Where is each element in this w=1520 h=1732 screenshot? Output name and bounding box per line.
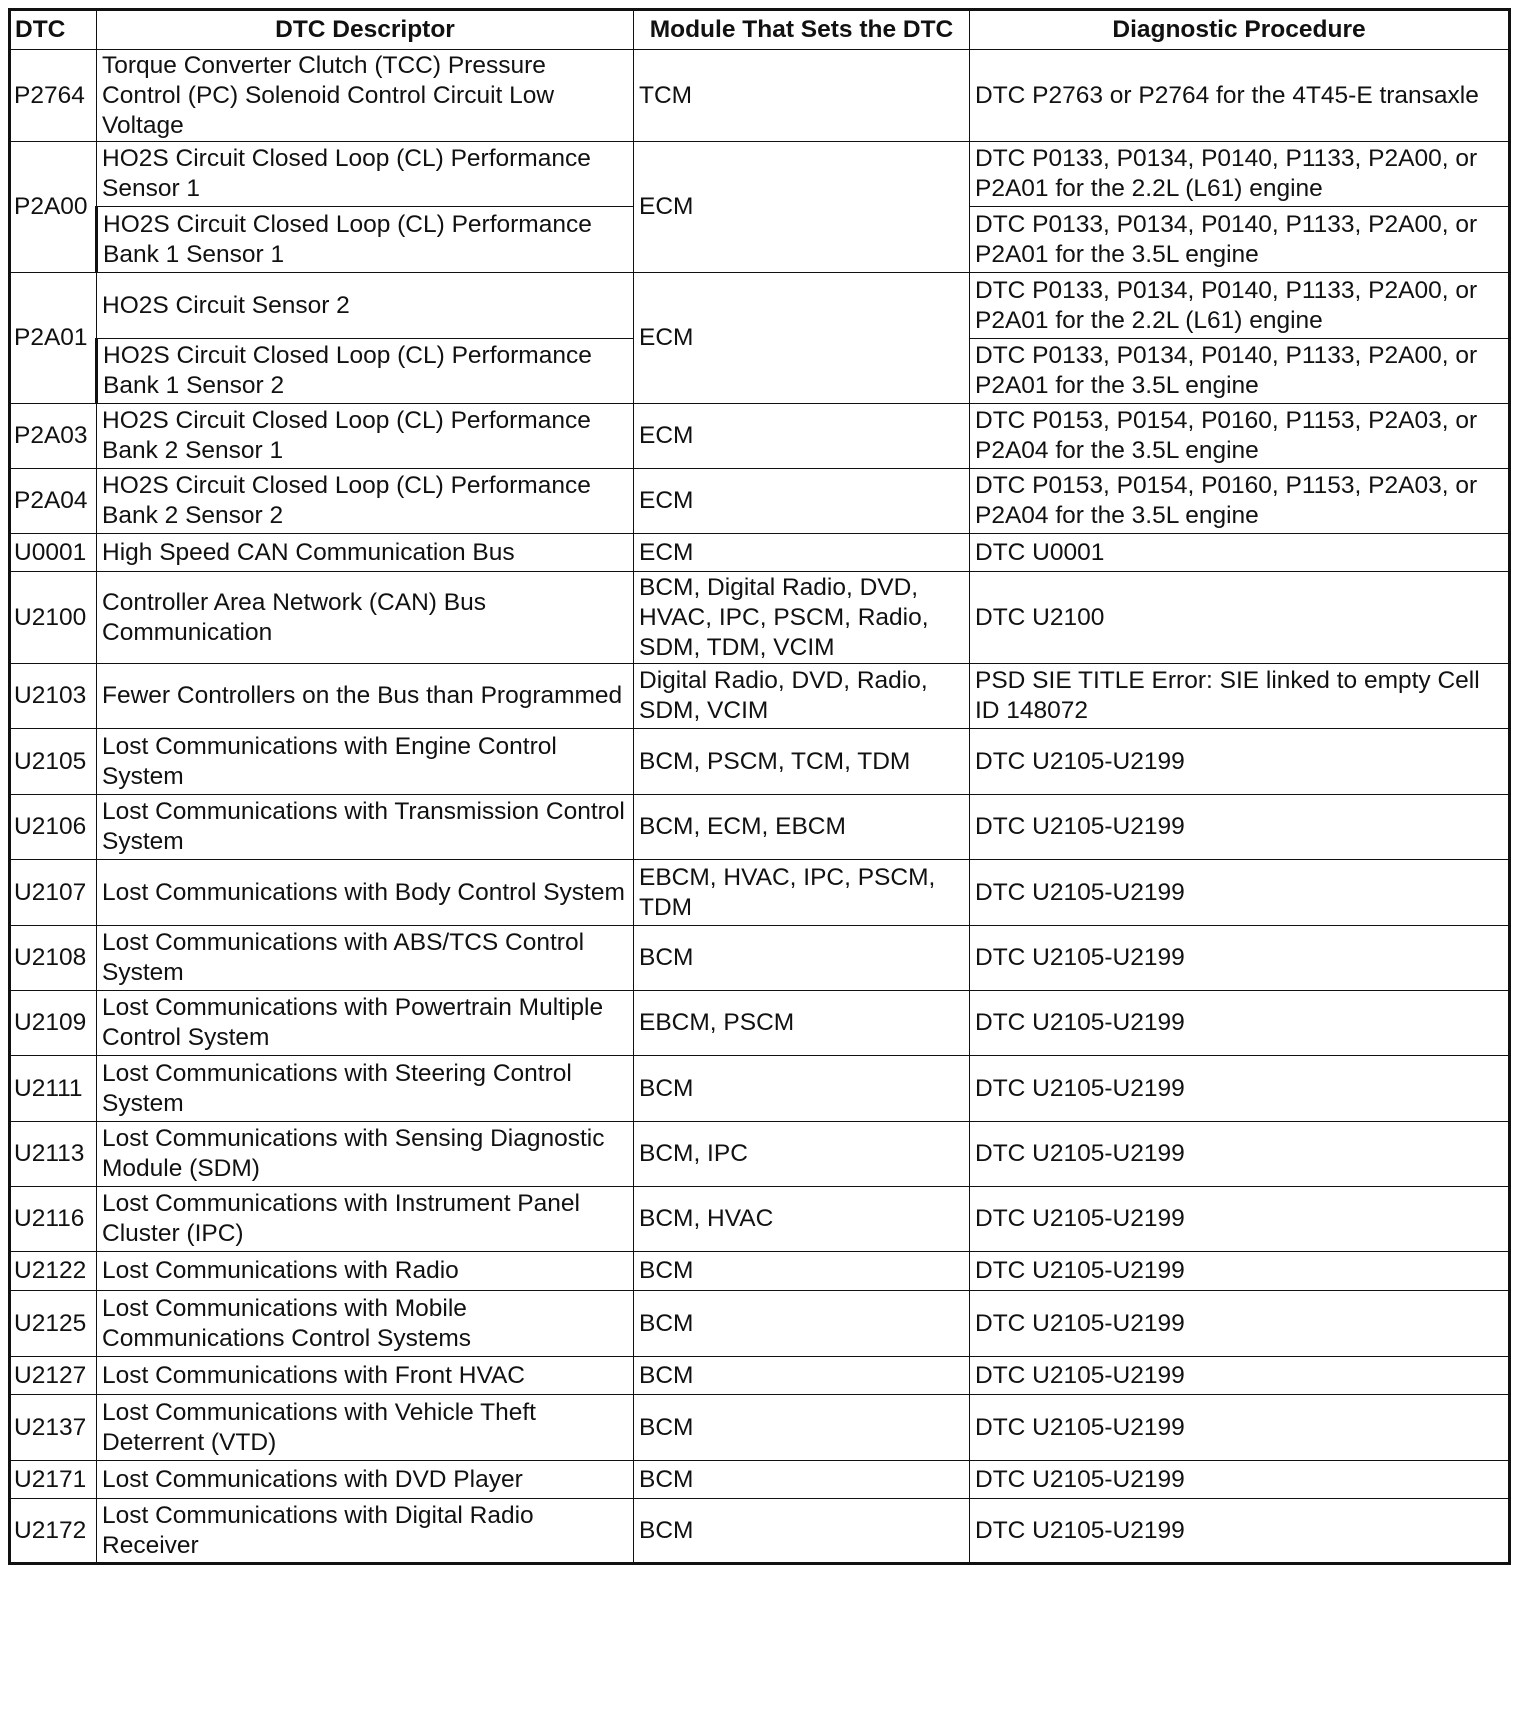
module-cell: TCM	[634, 50, 970, 142]
header-procedure: Diagnostic Procedure	[970, 10, 1510, 50]
dtc-code-cell: U2109	[10, 991, 97, 1056]
diagnostic-procedure-cell: DTC U2105-U2199	[970, 1461, 1510, 1499]
diagnostic-procedure-cell: DTC U2105-U2199	[970, 1122, 1510, 1187]
module-cell: BCM	[634, 1252, 970, 1291]
dtc-code-cell: U2105	[10, 729, 97, 795]
dtc-code-cell: U2172	[10, 1499, 97, 1564]
table-row	[10, 572, 1510, 664]
table-row	[10, 1056, 1510, 1122]
diagnostic-procedure-cell: DTC U2105-U2199	[970, 860, 1510, 926]
module-cell: BCM, PSCM, TCM, TDM	[634, 729, 970, 795]
diagnostic-procedure-cell: DTC U2105-U2199	[970, 795, 1510, 860]
module-cell: BCM	[634, 1395, 970, 1461]
diagnostic-procedure-cell: DTC U2105-U2199	[970, 1395, 1510, 1461]
dtc-code-cell: U2171	[10, 1461, 97, 1499]
module-cell: BCM	[634, 1461, 970, 1499]
dtc-code-cell: U2107	[10, 860, 97, 926]
module-cell: ECM	[634, 142, 970, 273]
diagnostic-procedure-cell: DTC P0153, P0154, P0160, P1153, P2A03, or P2A04 for the 3.5L engine	[970, 469, 1510, 534]
diagnostic-procedure-cell: PSD SIE TITLE Error: SIE linked to empty Cell ID 148072	[970, 664, 1510, 729]
dtc-descriptor-cell: Lost Communications with DVD Player	[97, 1461, 634, 1499]
dtc-code-cell: U2106	[10, 795, 97, 860]
diagnostic-procedure-cell: DTC P2763 or P2764 for the 4T45-E transaxle	[970, 50, 1510, 142]
dtc-code-cell: U2116	[10, 1187, 97, 1252]
dtc-descriptor-cell: Lost Communications with Radio	[97, 1252, 634, 1291]
table-row	[10, 991, 1510, 1056]
table-row	[10, 795, 1510, 860]
header-descriptor: DTC Descriptor	[97, 10, 634, 50]
module-cell: BCM, HVAC	[634, 1187, 970, 1252]
dtc-code-cell: P2A04	[10, 469, 97, 534]
diagnostic-procedure-cell: DTC U2100	[970, 572, 1510, 664]
table-row	[10, 1252, 1510, 1291]
dtc-descriptor-cell: High Speed CAN Communication Bus	[97, 534, 634, 572]
table-row	[10, 142, 1510, 207]
table-row	[10, 273, 1510, 339]
table-row	[10, 1357, 1510, 1395]
diagnostic-procedure-cell: DTC U2105-U2199	[970, 729, 1510, 795]
dtc-code-cell: P2A00	[10, 142, 97, 273]
dtc-descriptor-cell: HO2S Circuit Closed Loop (CL) Performance Bank 1 Sensor 2	[97, 339, 634, 404]
header-dtc: DTC	[10, 10, 97, 50]
dtc-descriptor-cell: Lost Communications with Sensing Diagnostic Module (SDM)	[97, 1122, 634, 1187]
dtc-code-cell: U2103	[10, 664, 97, 729]
diagnostic-procedure-cell: DTC U2105-U2199	[970, 1056, 1510, 1122]
dtc-code-cell: U2137	[10, 1395, 97, 1461]
dtc-table	[8, 8, 1511, 1565]
dtc-descriptor-cell: Lost Communications with Digital Radio Receiver	[97, 1499, 634, 1564]
dtc-descriptor-cell: HO2S Circuit Closed Loop (CL) Performance Bank 1 Sensor 1	[97, 207, 634, 273]
dtc-descriptor-cell: Torque Converter Clutch (TCC) Pressure Control (PC) Solenoid Control Circuit Low Voltage	[97, 50, 634, 142]
dtc-code-cell: P2A01	[10, 273, 97, 404]
header-row	[10, 10, 1510, 50]
table-row	[10, 860, 1510, 926]
dtc-descriptor-cell: Lost Communications with Vehicle Theft Deterrent (VTD)	[97, 1395, 634, 1461]
table-row	[10, 50, 1510, 142]
diagnostic-procedure-cell: DTC U2105-U2199	[970, 1252, 1510, 1291]
module-cell: BCM	[634, 926, 970, 991]
dtc-code-cell: P2764	[10, 50, 97, 142]
table-row	[10, 534, 1510, 572]
dtc-descriptor-cell: Lost Communications with Front HVAC	[97, 1357, 634, 1395]
module-cell: BCM	[634, 1357, 970, 1395]
diagnostic-procedure-cell: DTC U0001	[970, 534, 1510, 572]
module-cell: EBCM, PSCM	[634, 991, 970, 1056]
dtc-code-cell: U0001	[10, 534, 97, 572]
table-row	[10, 404, 1510, 469]
table-row	[10, 1291, 1510, 1357]
dtc-descriptor-cell: Controller Area Network (CAN) Bus Communication	[97, 572, 634, 664]
module-cell: ECM	[634, 469, 970, 534]
dtc-descriptor-cell: Lost Communications with Powertrain Multiple Control System	[97, 991, 634, 1056]
dtc-descriptor-cell: Lost Communications with Engine Control System	[97, 729, 634, 795]
module-cell: BCM	[634, 1291, 970, 1357]
diagnostic-procedure-cell: DTC P0133, P0134, P0140, P1133, P2A00, or P2A01 for the 3.5L engine	[970, 207, 1510, 273]
header-module: Module That Sets the DTC	[634, 10, 970, 50]
dtc-descriptor-cell: Fewer Controllers on the Bus than Programmed	[97, 664, 634, 729]
diagnostic-procedure-cell: DTC U2105-U2199	[970, 1499, 1510, 1564]
module-cell: BCM, ECM, EBCM	[634, 795, 970, 860]
table-row	[10, 469, 1510, 534]
dtc-descriptor-cell: Lost Communications with Steering Control System	[97, 1056, 634, 1122]
dtc-code-cell: U2125	[10, 1291, 97, 1357]
dtc-code-cell: U2127	[10, 1357, 97, 1395]
table-row	[10, 664, 1510, 729]
dtc-descriptor-cell: Lost Communications with Instrument Panel Cluster (IPC)	[97, 1187, 634, 1252]
diagnostic-procedure-cell: DTC U2105-U2199	[970, 1291, 1510, 1357]
module-cell: EBCM, HVAC, IPC, PSCM, TDM	[634, 860, 970, 926]
table-row	[10, 1122, 1510, 1187]
module-cell: BCM	[634, 1499, 970, 1564]
diagnostic-procedure-cell: DTC U2105-U2199	[970, 991, 1510, 1056]
table-row	[10, 1461, 1510, 1499]
dtc-code-cell: U2100	[10, 572, 97, 664]
table-body	[10, 50, 1510, 1564]
dtc-code-cell: U2122	[10, 1252, 97, 1291]
dtc-descriptor-cell: HO2S Circuit Closed Loop (CL) Performance Bank 2 Sensor 2	[97, 469, 634, 534]
dtc-descriptor-cell: Lost Communications with Transmission Control System	[97, 795, 634, 860]
dtc-descriptor-cell: Lost Communications with ABS/TCS Control System	[97, 926, 634, 991]
diagnostic-procedure-cell: DTC P0133, P0134, P0140, P1133, P2A00, or P2A01 for the 2.2L (L61) engine	[970, 142, 1510, 207]
diagnostic-procedure-cell: DTC U2105-U2199	[970, 1187, 1510, 1252]
dtc-descriptor-cell: HO2S Circuit Closed Loop (CL) Performance Sensor 1	[97, 142, 634, 207]
dtc-descriptor-cell: Lost Communications with Mobile Communications Control Systems	[97, 1291, 634, 1357]
table-row	[10, 1187, 1510, 1252]
diagnostic-procedure-cell: DTC P0133, P0134, P0140, P1133, P2A00, or P2A01 for the 3.5L engine	[970, 339, 1510, 404]
module-cell: BCM	[634, 1056, 970, 1122]
module-cell: BCM, IPC	[634, 1122, 970, 1187]
module-cell: ECM	[634, 273, 970, 404]
table-row	[10, 926, 1510, 991]
table-row	[10, 729, 1510, 795]
dtc-code-cell: U2113	[10, 1122, 97, 1187]
table-row	[10, 1499, 1510, 1564]
module-cell: ECM	[634, 404, 970, 469]
module-cell: ECM	[634, 534, 970, 572]
dtc-code-cell: U2108	[10, 926, 97, 991]
dtc-descriptor-cell: Lost Communications with Body Control System	[97, 860, 634, 926]
table-row	[10, 1395, 1510, 1461]
module-cell: BCM, Digital Radio, DVD, HVAC, IPC, PSCM, Radio, SDM, TDM, VCIM	[634, 572, 970, 664]
diagnostic-procedure-cell: DTC U2105-U2199	[970, 926, 1510, 991]
dtc-descriptor-cell: HO2S Circuit Closed Loop (CL) Performance Bank 2 Sensor 1	[97, 404, 634, 469]
dtc-code-cell: P2A03	[10, 404, 97, 469]
diagnostic-procedure-cell: DTC P0153, P0154, P0160, P1153, P2A03, or P2A04 for the 3.5L engine	[970, 404, 1510, 469]
dtc-descriptor-cell: HO2S Circuit Sensor 2	[97, 273, 634, 339]
module-cell: Digital Radio, DVD, Radio, SDM, VCIM	[634, 664, 970, 729]
dtc-code-cell: U2111	[10, 1056, 97, 1122]
diagnostic-procedure-cell: DTC P0133, P0134, P0140, P1133, P2A00, or P2A01 for the 2.2L (L61) engine	[970, 273, 1510, 339]
diagnostic-procedure-cell: DTC U2105-U2199	[970, 1357, 1510, 1395]
